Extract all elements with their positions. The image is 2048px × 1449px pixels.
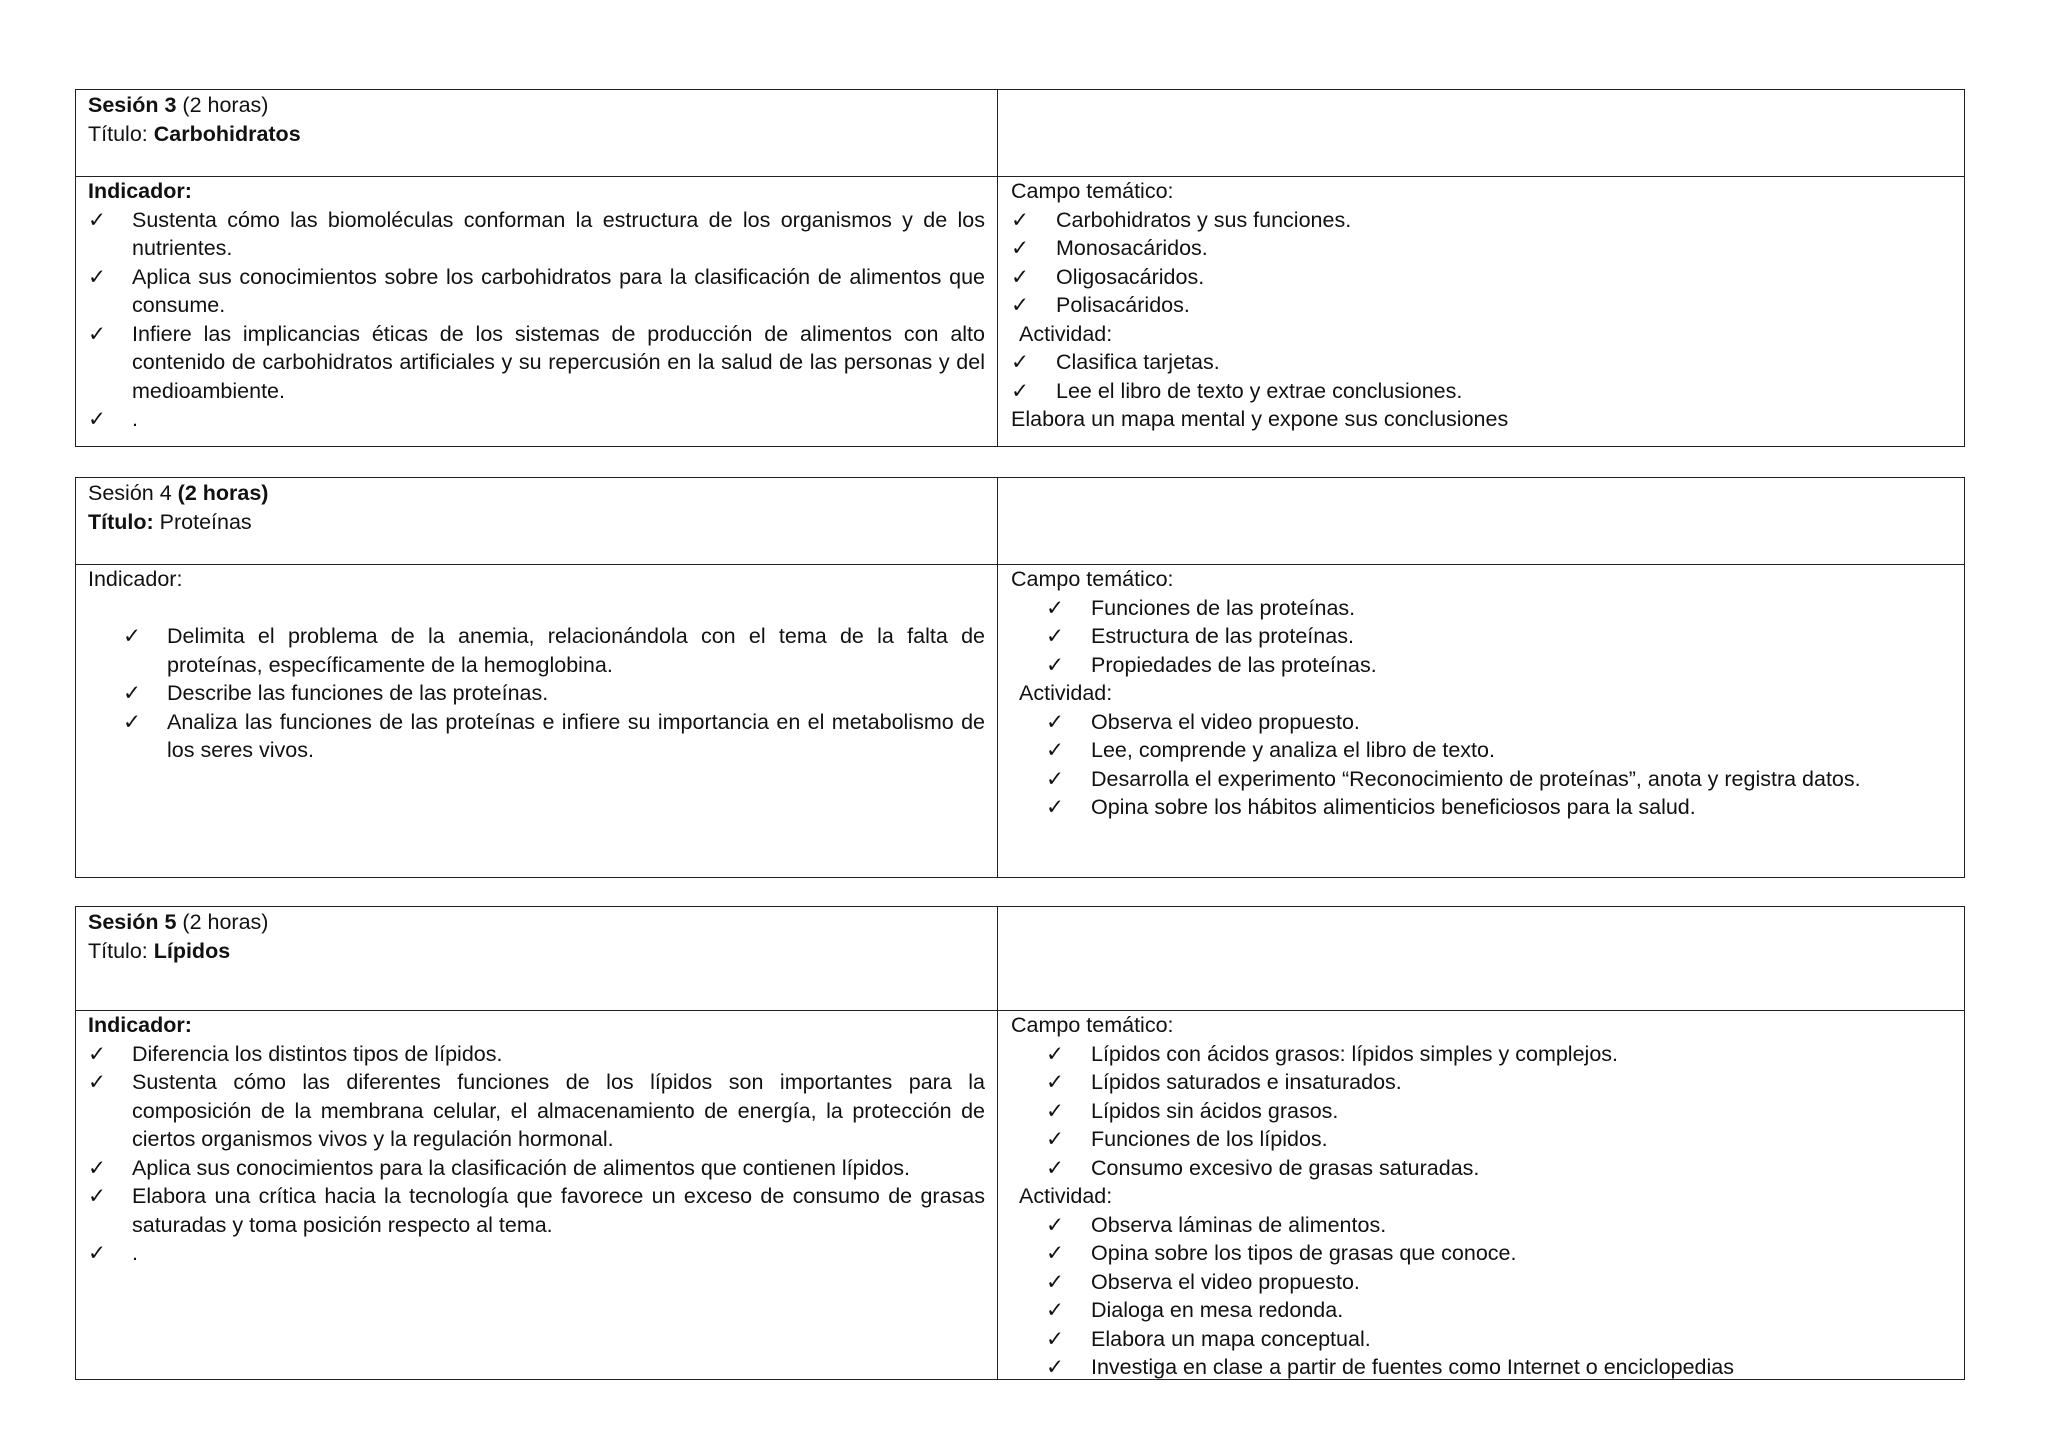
list-item: ✓ Analiza las funciones de las proteínas e infiere su importancia en el metabolismo de los seres vivos. <box>123 709 985 762</box>
list-item: ✓ Lee, comprende y analiza el libro de texto. <box>1011 736 1952 765</box>
list-item: ✓ Investiga en clase a partir de fuentes como Internet o enciclopedias <box>1011 1353 1952 1382</box>
indicator-label: Indicador: <box>88 1013 192 1037</box>
session-3-heading: Sesión 3 (2 horas) <box>88 93 269 117</box>
session-5-title: Título: Lípidos <box>88 938 231 963</box>
indicator-list <box>88 206 985 434</box>
indicator-label: Indicador: <box>88 567 183 591</box>
checkmark-icon: ✓ <box>88 1155 107 1180</box>
session-5-header-cell <box>76 907 998 1010</box>
list-item: ✓ Consumo excesivo de grasas saturadas. <box>1011 1154 1952 1183</box>
closing-text: Elabora un mapa mental y expone sus conclusiones <box>1011 407 1509 431</box>
actividad-label: Actividad: <box>1019 321 1113 346</box>
session-3-campo-cell <box>998 177 1964 446</box>
session-4-title: Título: Proteínas <box>88 509 252 534</box>
session-3-title: Título: Carbohidratos <box>88 121 301 146</box>
checkmark-icon: ✓ <box>1046 795 1065 819</box>
list-item: ✓ Diferencia los distintos tipos de lípidos. <box>88 1040 985 1069</box>
list-item: ✓ Delimita el problema de la anemia, relacionándola con el tema de la falta de proteínas, específicamente de la hemoglobina. <box>123 624 985 677</box>
checkmark-icon: ✓ <box>123 624 142 648</box>
list-item: ✓ Elabora una crítica hacia la tecnología que favorece un exceso de consumo de grasas saturadas y toma posición respecto al tema. <box>88 1184 985 1237</box>
checkmark-icon: ✓ <box>1046 1326 1065 1351</box>
checkmark-icon: ✓ <box>88 1070 107 1094</box>
session-5-indicator-cell <box>76 1011 998 1379</box>
checkmark-icon: ✓ <box>1046 595 1065 620</box>
session-5-heading: Sesión 5 (2 horas) <box>88 910 269 934</box>
list-item: ✓ Opina sobre los hábitos alimenticios beneficiosos para la salud. <box>1011 793 1952 822</box>
checkmark-icon: ✓ <box>1011 236 1030 260</box>
actividad-label: Actividad: <box>1019 681 1113 705</box>
list-item: ✓ Observa el video propuesto. <box>1011 708 1952 737</box>
campo-list <box>1011 594 1952 680</box>
checkmark-icon: ✓ <box>1046 1127 1065 1151</box>
checkmark-icon: ✓ <box>88 1184 107 1208</box>
list-item: ✓ . <box>88 1239 985 1268</box>
list-item: ✓ Lípidos saturados e insaturados. <box>1011 1068 1952 1097</box>
session-5-header-row <box>76 907 1964 1011</box>
list-item: ✓ Observa el video propuesto. <box>1011 1268 1952 1297</box>
campo-label: Campo temático: <box>1011 179 1174 203</box>
list-item: ✓ Funciones de los lípidos. <box>1011 1125 1952 1154</box>
session-5-table <box>75 906 1965 1380</box>
checkmark-icon: ✓ <box>88 207 107 232</box>
session-3-table <box>75 89 1965 447</box>
list-item: ✓ Oligosacáridos. <box>1011 263 1952 292</box>
list-item: ✓ Sustenta cómo las diferentes funciones de los lípidos son importantes para la composición de la membrana celular, el almacenamiento de energía, la protección de ciertos organismos vivos y la regulación hormonal. <box>88 1070 985 1151</box>
campo-label: Campo temático: <box>1011 1013 1174 1037</box>
checkmark-icon: ✓ <box>1046 1269 1065 1294</box>
checkmark-icon: ✓ <box>1011 293 1030 317</box>
checkmark-icon: ✓ <box>1046 1155 1065 1180</box>
checkmark-icon: ✓ <box>1046 652 1065 677</box>
session-4-table <box>75 477 1965 878</box>
session-4-header-row <box>76 478 1964 565</box>
session-3-indicator-cell <box>76 177 998 446</box>
list-item: ✓ Infiere las implicancias éticas de los sistemas de producción de alimentos con alto contenido de carbohidratos artificiales y su repercusión en la salud de las personas y del medioambiente. <box>88 321 985 403</box>
actividad-list <box>1011 1211 1952 1382</box>
checkmark-icon: ✓ <box>1011 264 1030 289</box>
indicator-list <box>88 1040 985 1268</box>
session-5-body-row <box>76 1011 1964 1379</box>
actividad-list <box>1011 348 1952 405</box>
session-4-header-cell <box>76 478 998 564</box>
session-5-header-empty-cell <box>998 907 1964 1010</box>
session-3-header-cell <box>76 90 998 176</box>
checkmark-icon: ✓ <box>1046 1041 1065 1066</box>
session-5-campo-cell <box>998 1011 1964 1379</box>
checkmark-icon: ✓ <box>1046 1355 1065 1379</box>
session-4-heading: Sesión 4 (2 horas) <box>88 481 269 505</box>
checkmark-icon: ✓ <box>88 321 107 346</box>
list-item: ✓ Elabora un mapa conceptual. <box>1011 1325 1952 1354</box>
checkmark-icon: ✓ <box>1046 1241 1065 1265</box>
session-3-header-empty-cell <box>998 90 1964 176</box>
checkmark-icon: ✓ <box>1046 1070 1065 1094</box>
checkmark-icon: ✓ <box>1046 1098 1065 1123</box>
campo-label: Campo temático: <box>1011 567 1174 591</box>
list-item: ✓ Funciones de las proteínas. <box>1011 594 1952 623</box>
list-item: ✓ Aplica sus conocimientos para la clasificación de alimentos que contienen lípidos. <box>88 1154 985 1183</box>
list-item: ✓ Describe las funciones de las proteínas. <box>88 679 985 708</box>
checkmark-icon: ✓ <box>123 681 142 705</box>
checkmark-icon: ✓ <box>1046 766 1065 791</box>
checkmark-icon: ✓ <box>123 709 142 734</box>
checkmark-icon: ✓ <box>1046 738 1065 762</box>
session-4-indicator-cell <box>76 565 998 877</box>
list-item: ✓ Propiedades de las proteínas. <box>1011 651 1952 680</box>
list-item: ✓ Estructura de las proteínas. <box>1011 622 1952 651</box>
session-4-campo-cell <box>998 565 1964 877</box>
checkmark-icon: ✓ <box>88 1041 107 1066</box>
list-item: ✓ Observa láminas de alimentos. <box>1011 1211 1952 1240</box>
list-item: ✓ Aplica sus conocimientos sobre los carbohidratos para la clasificación de alimentos que consume. <box>88 264 985 317</box>
actividad-list <box>1011 708 1952 822</box>
list-item: ✓ Clasifica tarjetas. <box>1011 348 1952 377</box>
checkmark-icon: ✓ <box>1046 624 1065 648</box>
campo-list <box>1011 206 1952 320</box>
list-item: ✓ . <box>88 405 985 434</box>
checkmark-icon: ✓ <box>1011 207 1030 232</box>
indicator-list <box>88 622 985 765</box>
list-item: ✓ Desarrolla el experimento “Reconocimiento de proteínas”, anota y registra datos. <box>1011 765 1952 794</box>
list-item: ✓ Carbohidratos y sus funciones. <box>1011 206 1952 235</box>
checkmark-icon: ✓ <box>88 264 107 289</box>
checkmark-icon: ✓ <box>1011 378 1030 403</box>
session-3-header-row <box>76 90 1964 177</box>
checkmark-icon: ✓ <box>1046 1212 1065 1237</box>
checkmark-icon: ✓ <box>1046 1298 1065 1322</box>
indicator-label: Indicador: <box>88 179 192 203</box>
list-item: ✓ Opina sobre los tipos de grasas que conoce. <box>1011 1239 1952 1268</box>
campo-list <box>1011 1040 1952 1183</box>
session-4-body-row <box>76 565 1964 877</box>
session-3-body-row <box>76 177 1964 446</box>
checkmark-icon: ✓ <box>88 407 107 431</box>
session-4-header-empty-cell <box>998 478 1964 564</box>
list-item: ✓ Polisacáridos. <box>1011 291 1952 320</box>
checkmark-icon: ✓ <box>1011 350 1030 374</box>
list-item: ✓ Lee el libro de texto y extrae conclusiones. <box>1011 377 1952 406</box>
list-item: ✓ Lípidos con ácidos grasos: lípidos simples y complejos. <box>1011 1040 1952 1069</box>
list-item: ✓ Sustenta cómo las biomoléculas conforman la estructura de los organismos y de los nutrientes. <box>88 207 985 260</box>
checkmark-icon: ✓ <box>1046 709 1065 734</box>
list-item: ✓ Monosacáridos. <box>1011 234 1952 263</box>
checkmark-icon: ✓ <box>88 1241 107 1265</box>
list-item: ✓ Dialoga en mesa redonda. <box>1011 1296 1952 1325</box>
list-item: ✓ Lípidos sin ácidos grasos. <box>1011 1097 1952 1126</box>
actividad-label: Actividad: <box>1019 1184 1113 1208</box>
